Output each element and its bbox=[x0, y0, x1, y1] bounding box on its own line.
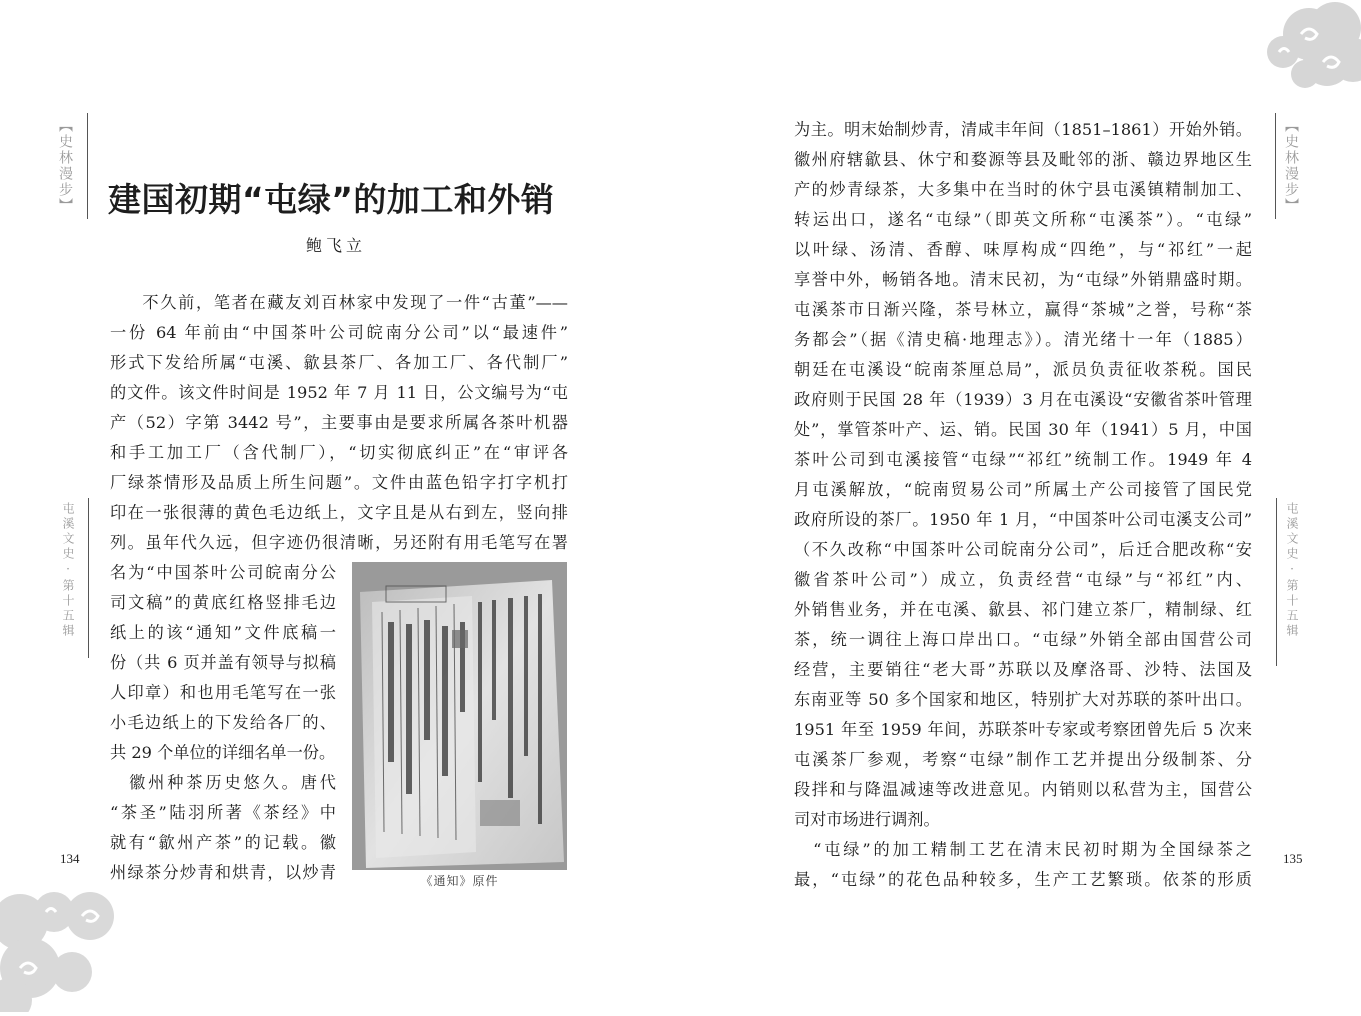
text-line: 徽州府辖歙县、休宁和婺源等县及毗邻的浙、赣边界地区生 bbox=[794, 150, 1252, 169]
left-wrapped-text bbox=[110, 558, 336, 888]
text-line: 一份 64 年前由“中国茶叶公司皖南分公司”以“最速件” bbox=[110, 323, 568, 342]
text-line: 州绿茶分炒青和烘青，以炒青 bbox=[110, 863, 336, 882]
text-line: 司文稿”的黄底红格竖排毛边 bbox=[110, 593, 336, 612]
text-line: 列。虽年代久远，但字迹仍很清晰，另还附有用毛笔写在署 bbox=[110, 533, 568, 552]
text-line: 处”，掌管茶叶产、运、销。民国 30 年（1941）5 月，中国 bbox=[794, 420, 1252, 439]
article-author: 鲍飞立 bbox=[306, 236, 367, 255]
text-line: 共 29 个单位的详细名单一份。 bbox=[110, 743, 336, 762]
text-line: 朝廷在屯溪设“皖南茶厘总局”，派员负责征收茶税。国民 bbox=[794, 360, 1252, 379]
left-page-number: 134 bbox=[60, 851, 80, 866]
right-top-rule bbox=[1275, 113, 1276, 219]
text-line: （不久改称“中国茶叶公司皖南分公司”，后迁合肥改称“安 bbox=[794, 540, 1252, 559]
text-line: 产（52）字第 3442 号”，主要事由是要求所属各茶叶机器 bbox=[110, 413, 568, 432]
text-line: 政府则于民国 28 年（1939）3 月在屯溪设“安徽省茶叶管理 bbox=[794, 390, 1252, 409]
text-line: 小毛边纸上的下发给各厂的、 bbox=[110, 713, 336, 732]
document-photo bbox=[352, 562, 567, 870]
left-series-rule bbox=[88, 498, 89, 658]
text-line: 和手工加工厂（含代制厂），“切实彻底纠正”在“审评各 bbox=[110, 443, 568, 462]
text-line: 屯溪茶厂参观，考察“屯绿”制作工艺并提出分级制茶、分 bbox=[794, 750, 1252, 769]
text-line: 就有“歙州产茶”的记载。徽 bbox=[110, 833, 336, 852]
text-line: 名为“中国茶叶公司皖南分公 bbox=[110, 563, 336, 582]
text-line: 转运出口，遂名“屯绿”（即英文所称“屯溪茶”）。“屯绿” bbox=[794, 210, 1252, 229]
text-line: 享誉中外，畅销各地。清末民初，为“屯绿”外销鼎盛时期。 bbox=[794, 270, 1252, 289]
text-line: 茶叶公司到屯溪接管“屯绿”“祁红”统制工作。1949 年 4 bbox=[794, 450, 1252, 469]
document-photo-drawing bbox=[352, 562, 567, 870]
text-line: 徽州种茶历史悠久。唐代 bbox=[110, 773, 336, 792]
article-title: 建国初期“屯绿”的加工和外销 bbox=[108, 180, 555, 219]
photo-caption: 《通知》原件 bbox=[420, 874, 499, 888]
left-body-text bbox=[110, 288, 568, 558]
text-line: 形式下发给所属“屯溪、歙县茶厂、各加工厂、各代制厂” bbox=[110, 353, 568, 372]
text-line: 经营，主要销往“老大哥”苏联以及摩洛哥、沙特、法国及 bbox=[794, 660, 1252, 679]
text-line: 茶，统一调往上海口岸出口。“屯绿”外销全部由国营公司 bbox=[794, 630, 1252, 649]
right-column-label: 【史林漫步】 bbox=[1283, 118, 1299, 214]
cloud-icon bbox=[0, 882, 125, 1012]
text-line: 厂绿茶情形及品质上所生问题”。文件由蓝色铅字打字机打 bbox=[110, 473, 568, 492]
text-line: 司对市场进行调剂。 bbox=[794, 810, 940, 829]
text-line: 务都会”（据《清史稿·地理志》）。清光绪十一年（1885） bbox=[794, 330, 1252, 349]
text-line: 政府所设的茶厂。1950 年 1 月，“中国茶叶公司屯溪支公司” bbox=[794, 510, 1252, 529]
text-line: 最，“屯绿”的花色品种较多，生产工艺繁琐。依茶的形质 bbox=[794, 870, 1252, 889]
text-line: 月屯溪解放，“皖南贸易公司”所属土产公司接管了国民党 bbox=[794, 480, 1252, 499]
text-line: 屯溪茶市日渐兴隆，茶号林立，赢得“茶城”之誉，号称“茶 bbox=[794, 300, 1252, 319]
cloud-ornament-bottom bbox=[0, 882, 125, 1016]
text-line: 徽省茶叶公司”）成立，负责经营“屯绿”与“祁红”内、 bbox=[794, 570, 1252, 589]
text-line: 1951 年至 1959 年间，苏联茶叶专家或考察团曾先后 5 次来 bbox=[794, 720, 1252, 739]
text-line: 不久前，笔者在藏友刘百林家中发现了一件“古董”—— bbox=[142, 293, 568, 312]
text-line: 东南亚等 50 多个国家和地区，特别扩大对苏联的茶叶出口。 bbox=[794, 690, 1252, 709]
right-series-rule bbox=[1276, 498, 1277, 666]
text-line: 为主。明末始制炒青，清咸丰年间（1851–1861）开始外销。 bbox=[794, 120, 1252, 139]
text-line: 外销售业务，并在屯溪、歙县、祁门建立茶厂，精制绿、红 bbox=[794, 600, 1252, 619]
left-column-label: 【史林漫步】 bbox=[57, 118, 73, 214]
right-body-text bbox=[794, 115, 1252, 895]
left-top-rule bbox=[87, 113, 88, 219]
text-line: 段拌和与降温减速等改进意见。内销则以私营为主，国营公 bbox=[794, 780, 1252, 799]
text-line: 人印章）和也用毛笔写在一张 bbox=[110, 683, 336, 702]
text-line: “茶圣”陆羽所著《茶经》中 bbox=[110, 803, 336, 822]
text-line: 产的炒青绿茶，大多集中在当时的休宁县屯溪镇精制加工、 bbox=[794, 180, 1252, 199]
text-line: 印在一张很薄的黄色毛边纸上，文字且是从右到左，竖向排 bbox=[110, 503, 568, 522]
right-series-label: 屯溪文史·第十五辑 bbox=[1285, 502, 1299, 639]
left-series-label: 屯溪文史·第十五辑 bbox=[61, 502, 75, 639]
text-line: 以叶绿、汤清、香醇、味厚构成“四绝”，与“祁红”一起 bbox=[794, 240, 1252, 259]
text-line: 份（共 6 页并盖有领导与拟稿 bbox=[110, 653, 336, 672]
text-line: “屯绿”的加工精制工艺在清末民初时期为全国绿茶之 bbox=[794, 840, 1252, 859]
right-page-number: 135 bbox=[1283, 851, 1303, 866]
text-line: 纸上的该“通知”文件底稿一 bbox=[110, 623, 336, 642]
text-line: 的文件。该文件时间是 1952 年 7 月 11 日，公文编号为“屯 bbox=[110, 383, 568, 402]
